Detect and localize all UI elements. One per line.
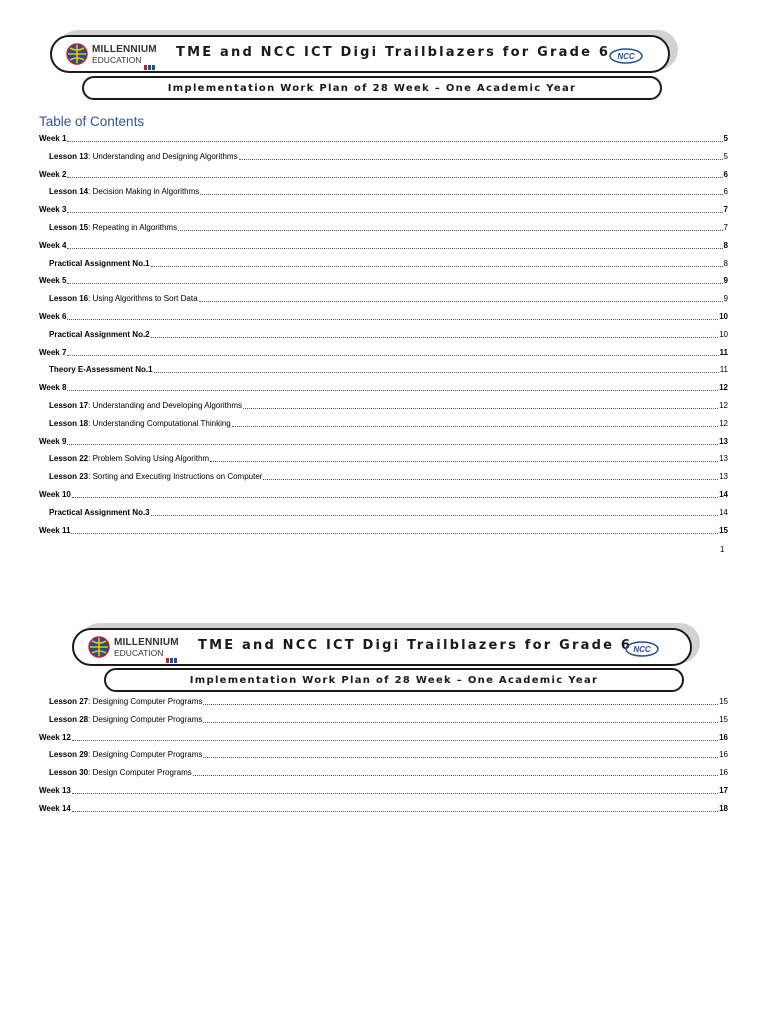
toc-entry-label <box>49 750 202 760</box>
toc-week-entry[interactable] <box>39 490 728 508</box>
toc-dot-leader <box>67 205 722 213</box>
toc-page-number: 16 <box>719 750 728 760</box>
toc-dot-leader <box>72 490 718 498</box>
toc-entry-text: Week 6 <box>39 311 67 321</box>
toc-entry-text: : Understanding Computational Thinking <box>88 418 231 428</box>
table-of-contents <box>39 134 728 543</box>
toc-entry-prefix: Lesson 13 <box>49 151 89 161</box>
toc-lesson-entry[interactable] <box>39 223 728 241</box>
toc-dot-leader <box>178 223 722 231</box>
toc-entry-prefix: Lesson 18 <box>49 418 89 428</box>
toc-entry-label <box>49 401 242 411</box>
header-banner <box>50 35 670 73</box>
toc-entry-text: : Understanding and Developing Algorithms <box>88 400 243 410</box>
toc-lesson-entry[interactable] <box>39 697 728 715</box>
toc-entry-prefix: Lesson 15 <box>49 222 89 232</box>
toc-entry-text: Week 5 <box>39 276 67 286</box>
toc-page-number: 12 <box>719 383 728 393</box>
logo-line-1: MILLENNIUM <box>92 44 157 55</box>
toc-entry-text: : Problem Solving Using Algorithm <box>88 454 210 464</box>
toc-entry-label <box>49 187 199 197</box>
toc-page-number: 5 <box>723 134 728 143</box>
toc-lesson-entry[interactable] <box>39 750 728 768</box>
toc-entry-text: Week 9 <box>39 436 67 446</box>
toc-page-number: 6 <box>723 187 728 197</box>
document-page-2 <box>0 606 768 1024</box>
toc-dot-leader <box>200 187 722 195</box>
toc-page-number: 18 <box>719 803 728 813</box>
toc-entry-prefix: Lesson 23 <box>49 472 89 482</box>
toc-week-entry[interactable] <box>39 312 728 330</box>
toc-entry-label <box>39 170 66 180</box>
toc-dot-leader <box>67 437 718 445</box>
toc-entry-prefix: Lesson 17 <box>49 400 89 410</box>
toc-entry-label <box>39 804 71 814</box>
toc-lesson-entry[interactable] <box>39 419 728 437</box>
toc-entry-label <box>39 241 66 251</box>
logo-line-2: EDUCATION <box>92 55 142 65</box>
toc-entry-label <box>49 223 177 233</box>
toc-entry-text: : Designing Computer Programs <box>88 714 203 724</box>
toc-entry-label <box>49 697 202 707</box>
toc-title: Table of Contents <box>39 114 145 129</box>
toc-entry-text: : Repeating in Algorithms <box>88 222 178 232</box>
toc-dot-leader <box>263 472 718 480</box>
toc-dot-leader <box>67 170 722 178</box>
toc-entry-label <box>49 768 192 778</box>
toc-week-entry[interactable] <box>39 526 728 544</box>
toc-page-number: 15 <box>719 525 728 535</box>
toc-entry-text: Week 4 <box>39 240 67 250</box>
toc-week-entry[interactable] <box>39 134 728 152</box>
millennium-education-logo <box>66 41 176 69</box>
toc-week-entry[interactable] <box>39 241 728 259</box>
toc-lesson-entry[interactable] <box>39 472 728 490</box>
toc-entry-text: : Designing Computer Programs <box>88 697 203 706</box>
toc-lesson-entry[interactable] <box>39 365 728 383</box>
toc-entry-text: Week 1 <box>39 134 67 143</box>
toc-entry-prefix: Lesson 22 <box>49 454 89 464</box>
banner-title: TME and NCC ICT Digi Trailblazers for Grade 6 <box>198 638 633 653</box>
toc-lesson-entry[interactable] <box>39 401 728 419</box>
toc-page-number: 8 <box>723 240 728 250</box>
toc-week-entry[interactable] <box>39 437 728 455</box>
toc-page-number: 10 <box>719 329 728 339</box>
toc-entry-text: Week 14 <box>39 803 71 813</box>
toc-entry-prefix: Practical Assignment No.2 <box>49 329 150 339</box>
toc-entry-prefix: Practical Assignment No.1 <box>49 258 150 268</box>
toc-dot-leader <box>243 401 718 409</box>
toc-week-entry[interactable] <box>39 276 728 294</box>
toc-dot-leader <box>203 697 718 705</box>
toc-entry-text: Week 11 <box>39 525 71 535</box>
toc-entry-label <box>39 437 66 447</box>
toc-page-number: 12 <box>719 400 728 410</box>
toc-page-number: 7 <box>723 205 728 215</box>
toc-dot-leader <box>151 330 718 338</box>
logo-color-bars <box>144 57 158 62</box>
toc-entry-text: Week 12 <box>39 732 71 742</box>
toc-dot-leader <box>239 152 723 160</box>
toc-entry-text: Week 8 <box>39 383 67 393</box>
subtitle-text: Implementation Work Plan of 28 Week – One Academic Year <box>167 83 577 94</box>
toc-page-number: 14 <box>719 489 728 499</box>
toc-page-number: 6 <box>723 169 728 179</box>
toc-dot-leader <box>154 365 719 373</box>
toc-lesson-entry[interactable] <box>39 294 728 312</box>
toc-entry-prefix: Practical Assignment No.3 <box>49 507 150 517</box>
toc-week-entry[interactable] <box>39 205 728 223</box>
toc-entry-label <box>49 419 231 429</box>
toc-page-number: 11 <box>719 347 728 357</box>
toc-lesson-entry[interactable] <box>39 508 728 526</box>
toc-lesson-entry[interactable] <box>39 187 728 205</box>
toc-entry-label <box>39 205 66 215</box>
toc-lesson-entry[interactable] <box>39 330 728 348</box>
toc-lesson-entry[interactable] <box>39 768 728 786</box>
toc-entry-text: Week 7 <box>39 347 67 357</box>
toc-entry-label <box>39 733 71 743</box>
ncc-logo-icon <box>608 46 644 66</box>
toc-week-entry[interactable] <box>39 733 728 751</box>
toc-dot-leader <box>210 454 718 462</box>
toc-dot-leader <box>199 294 723 302</box>
toc-entry-label <box>39 786 71 796</box>
toc-page-number: 12 <box>719 418 728 428</box>
toc-entry-text: : Using Algorithms to Sort Data <box>88 294 198 304</box>
toc-entry-prefix: Lesson 14 <box>49 187 89 197</box>
toc-page-number: 13 <box>719 472 728 482</box>
toc-lesson-entry[interactable] <box>39 259 728 277</box>
globe-icon <box>88 636 110 658</box>
toc-page-number: 10 <box>719 311 728 321</box>
toc-entry-label <box>39 490 71 500</box>
toc-page-number: 13 <box>719 436 728 446</box>
toc-dot-leader <box>72 786 718 794</box>
logo-line-1: MILLENNIUM <box>114 637 179 648</box>
toc-lesson-entry[interactable] <box>39 152 728 170</box>
toc-page-number: 8 <box>723 258 728 268</box>
toc-entry-prefix: Lesson 16 <box>49 294 89 304</box>
toc-entry-label <box>49 330 150 340</box>
table-of-contents-continued <box>39 697 728 822</box>
toc-entry-label <box>49 508 150 518</box>
toc-entry-label <box>49 259 150 269</box>
logo-line-2: EDUCATION <box>114 648 164 658</box>
ncc-logo-icon <box>624 639 660 659</box>
toc-week-entry[interactable] <box>39 786 728 804</box>
toc-dot-leader <box>67 241 722 249</box>
toc-dot-leader <box>67 348 718 356</box>
toc-page-number: 9 <box>723 276 728 286</box>
toc-dot-leader <box>67 383 718 391</box>
toc-dot-leader <box>151 508 718 516</box>
toc-dot-leader <box>67 134 722 142</box>
toc-entry-label <box>39 526 70 536</box>
toc-entry-prefix: Theory E-Assessment No.1 <box>49 365 153 375</box>
toc-lesson-entry[interactable] <box>39 454 728 472</box>
banner-title: TME and NCC ICT Digi Trailblazers for Grade 6 <box>176 45 611 60</box>
subtitle-bar <box>82 76 662 100</box>
toc-entry-label <box>49 454 209 464</box>
toc-entry-text: : Decision Making in Algorithms <box>88 187 200 197</box>
toc-page-number: 16 <box>719 732 728 742</box>
toc-page-number: 15 <box>719 714 728 724</box>
toc-entry-label <box>39 312 66 322</box>
toc-week-entry[interactable] <box>39 383 728 401</box>
toc-page-number: 14 <box>719 507 728 517</box>
toc-page-number: 7 <box>723 222 728 232</box>
toc-page-number: 5 <box>723 151 728 161</box>
toc-entry-label <box>49 365 153 375</box>
toc-dot-leader <box>203 750 718 758</box>
toc-week-entry[interactable] <box>39 348 728 366</box>
toc-page-number: 15 <box>719 697 728 706</box>
toc-dot-leader <box>72 804 718 812</box>
toc-entry-text: : Designing Computer Programs <box>88 750 203 760</box>
toc-page-number: 11 <box>719 365 728 375</box>
toc-entry-label <box>39 276 66 286</box>
toc-dot-leader <box>232 419 718 427</box>
toc-entry-prefix: Lesson 30 <box>49 768 89 778</box>
toc-dot-leader <box>71 526 718 534</box>
toc-dot-leader <box>151 259 723 267</box>
millennium-education-logo <box>88 634 198 662</box>
toc-entry-label <box>49 152 238 162</box>
globe-icon <box>66 43 88 65</box>
subtitle-text: Implementation Work Plan of 28 Week – One Academic Year <box>189 675 599 686</box>
toc-page-number: 16 <box>719 768 728 778</box>
toc-lesson-entry[interactable] <box>39 715 728 733</box>
toc-dot-leader <box>67 312 718 320</box>
toc-entry-text: Week 13 <box>39 785 71 795</box>
toc-entry-label <box>49 294 198 304</box>
toc-entry-text: Week 2 <box>39 169 67 179</box>
toc-entry-text: Week 10 <box>39 489 71 499</box>
toc-dot-leader <box>67 276 722 284</box>
toc-week-entry[interactable] <box>39 804 728 822</box>
page-number: 1 <box>720 545 725 554</box>
toc-entry-prefix: Lesson 27 <box>49 697 89 706</box>
toc-dot-leader <box>203 715 718 723</box>
logo-color-bars <box>166 650 180 655</box>
toc-dot-leader <box>193 768 718 776</box>
toc-entry-text: : Design Computer Programs <box>88 768 192 778</box>
toc-entry-text: : Sorting and Executing Instructions on Computer <box>88 472 263 482</box>
toc-page-number: 9 <box>723 294 728 304</box>
toc-entry-prefix: Lesson 29 <box>49 750 89 760</box>
toc-entry-label <box>49 715 202 725</box>
toc-dot-leader <box>72 733 718 741</box>
toc-entry-label <box>39 134 66 144</box>
toc-entry-text: Week 3 <box>39 205 67 215</box>
toc-entry-prefix: Lesson 28 <box>49 714 89 724</box>
ncc-logo-text: NCC <box>633 645 651 654</box>
ncc-logo-text: NCC <box>617 52 635 61</box>
toc-page-number: 17 <box>719 785 728 795</box>
toc-entry-label <box>49 472 262 482</box>
header-banner <box>72 628 692 666</box>
subtitle-bar <box>104 668 684 692</box>
toc-week-entry[interactable] <box>39 170 728 188</box>
toc-page-number: 13 <box>719 454 728 464</box>
toc-entry-label <box>39 383 66 393</box>
toc-entry-text: : Understanding and Designing Algorithms <box>88 151 238 161</box>
toc-entry-label <box>39 348 66 358</box>
